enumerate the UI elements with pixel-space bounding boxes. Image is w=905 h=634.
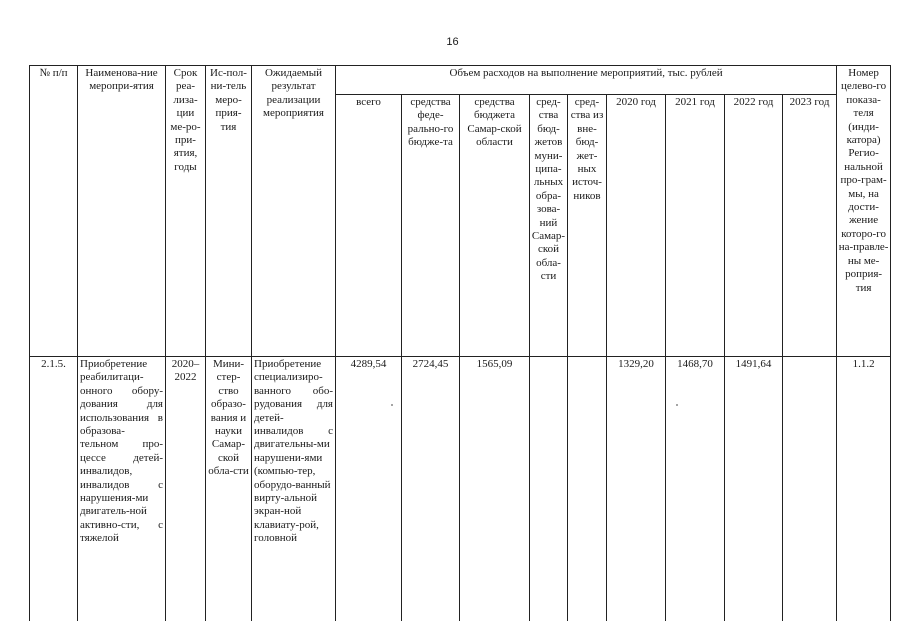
header-2022: 2022 год bbox=[725, 95, 783, 357]
row-2020: 1329,20 bbox=[607, 357, 666, 622]
row-municipal bbox=[530, 357, 568, 622]
header-2021: 2021 год bbox=[666, 95, 725, 357]
row-term: 2020–2022 bbox=[166, 357, 206, 622]
header-regional: средства бюджета Самар-ской области bbox=[460, 95, 530, 357]
header-term: Срок реа-лиза-ции ме-ро-при-ятия, годы bbox=[166, 66, 206, 357]
table-row bbox=[30, 357, 891, 622]
header-2020: 2020 год bbox=[607, 95, 666, 357]
row-num: 2.1.5. bbox=[30, 357, 78, 622]
header-executor: Ис-пол-ни-тель меро-прия-тия bbox=[206, 66, 252, 357]
header-num: № п/п bbox=[30, 66, 78, 357]
scan-speck bbox=[676, 404, 678, 406]
header-row-1 bbox=[30, 66, 891, 95]
row-2021: 1468,70 bbox=[666, 357, 725, 622]
row-total: 4289,54 bbox=[336, 357, 402, 622]
row-2023 bbox=[783, 357, 837, 622]
header-extra: сред-ства из вне-бюд-жет-ных источ-ников bbox=[568, 95, 607, 357]
scan-speck bbox=[391, 404, 393, 406]
header-name: Наименова-ние меропри-ятия bbox=[78, 66, 166, 357]
row-federal: 2724,45 bbox=[402, 357, 460, 622]
header-municipal: сред-ства бюд-жетов муни-ципа-льных обра-зова-ний Самар-ской обла-сти bbox=[530, 95, 568, 357]
row-regional: 1565,09 bbox=[460, 357, 530, 622]
header-expenses: Объем расходов на выполнение мероприятий, тыс. рублей bbox=[336, 66, 837, 95]
header-total: всего bbox=[336, 95, 402, 357]
row-indicator: 1.1.2 bbox=[837, 357, 891, 622]
header-2023: 2023 год bbox=[783, 95, 837, 357]
page-number: 16 bbox=[446, 36, 459, 48]
expenses-table bbox=[29, 65, 891, 621]
row-name: Приобретение реабилитаци-онного обору-дования для использования в образова-тельном про-цессе детей-инвалидов, инвалидов с нарушения-ми двигатель-ной активно-сти, с тяжелой bbox=[78, 357, 166, 622]
row-extra bbox=[568, 357, 607, 622]
row-executor: Мини-стер-ство образо-вания и науки Самар-ской обла-сти bbox=[206, 357, 252, 622]
header-result: Ожидаемый результат реализации мероприятия bbox=[252, 66, 336, 357]
header-federal: средства феде-рально-го бюдже-та bbox=[402, 95, 460, 357]
row-2022: 1491,64 bbox=[725, 357, 783, 622]
row-result: Приобретение специализиро-ванного обо-рудования для детей-инвалидов с двигательны-ми нарушени-ями (компью-тер, оборудо-ванный вирту-альной экран-ной клавиату-рой, головной bbox=[252, 357, 336, 622]
header-indicator: Номер целево-го показа-теля (инди-катора) Регио-нальной про-грам-мы, на дости-жение которо-го на-правле-ны ме-роприя-тия bbox=[837, 66, 891, 357]
